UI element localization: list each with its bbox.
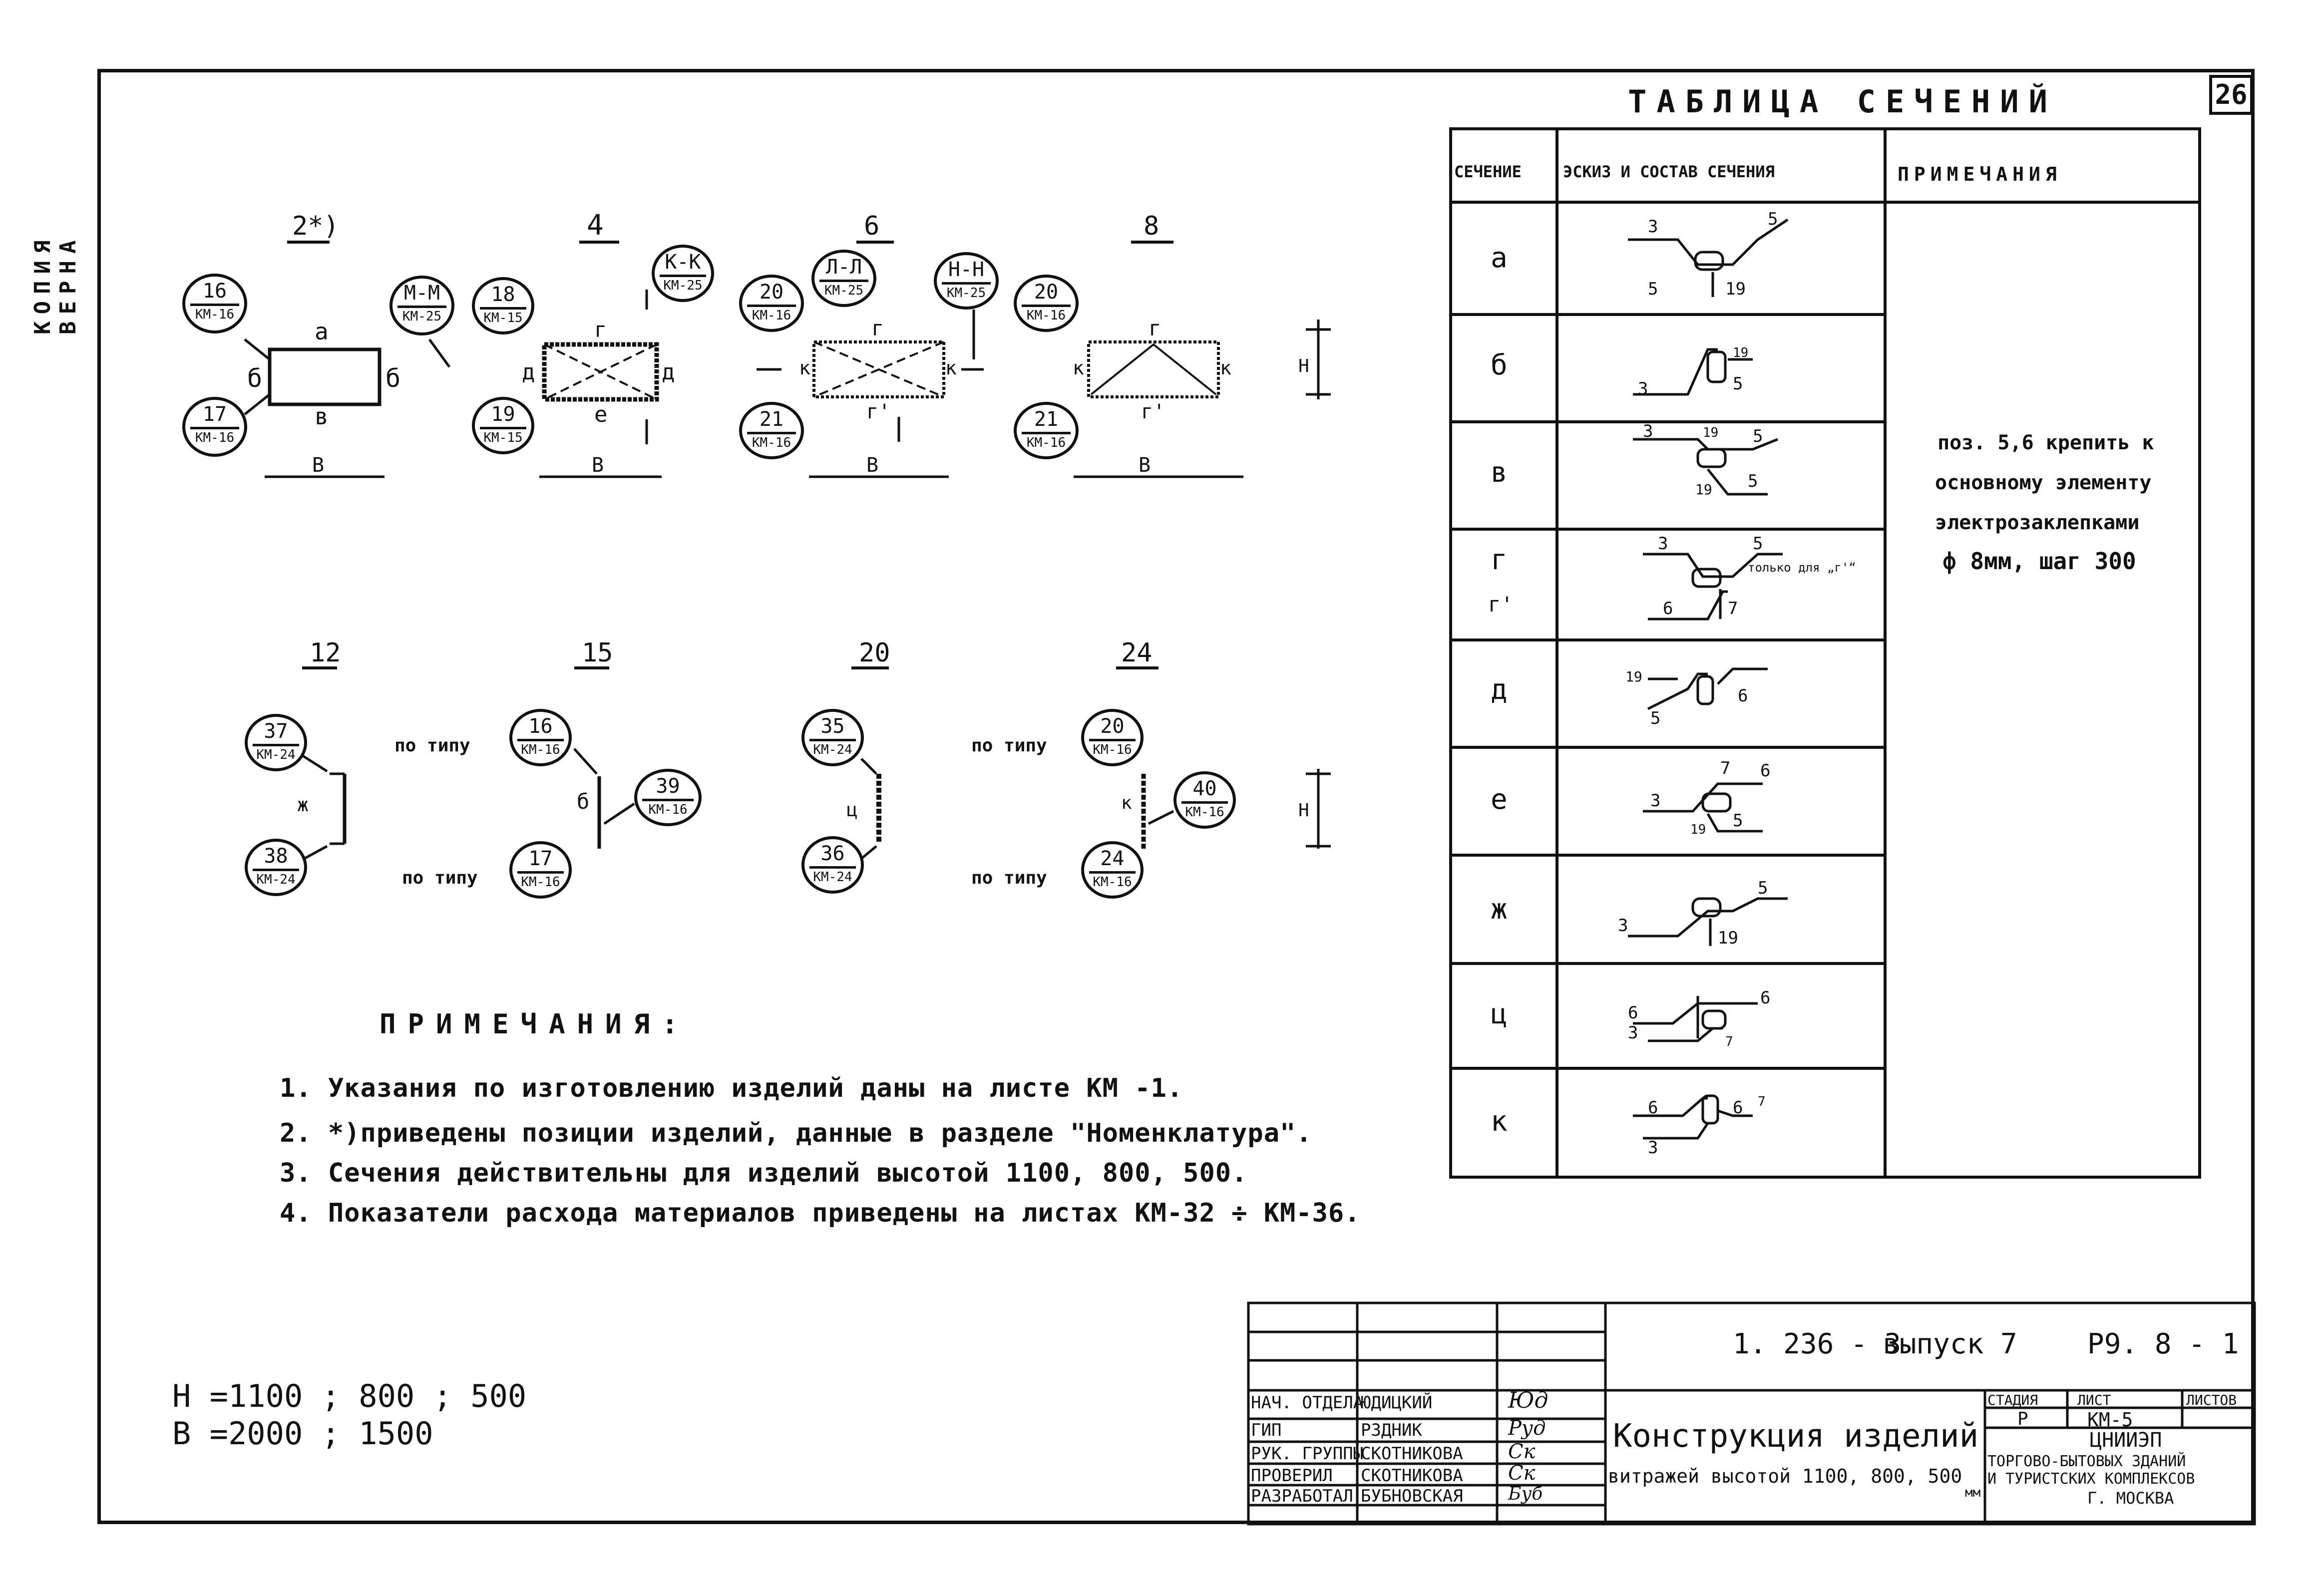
diagram-12-title: 12: [310, 638, 341, 668]
note-1: 1. Указания по изготовлению изделий даны на листе КМ -1.: [280, 1073, 1183, 1103]
sk-v-5a: 5: [1753, 426, 1763, 446]
callout-21b: 21 КМ-16: [1014, 402, 1079, 459]
diagram-8: [1073, 211, 1243, 477]
callout-39: 39 КМ-16: [634, 769, 702, 826]
d6-side-bottom: г': [866, 400, 891, 423]
doc-issue: выпуск 7: [1883, 1328, 2017, 1360]
remark-line-4: ф 8мм, шаг 300: [1942, 548, 2136, 575]
callout-nn: Н-Н КМ-25: [934, 252, 999, 310]
sk-b-19: 19: [1733, 345, 1749, 360]
doc-subtitle: витражей высотой 1100, 800, 500: [1608, 1465, 1962, 1487]
sk-g-6: 6: [1663, 599, 1673, 619]
h-mark-top: Н: [1298, 356, 1309, 376]
callout-16b: 16 КМ-16: [509, 709, 572, 766]
org-line-1: ЦНИИЭП: [2090, 1429, 2162, 1452]
name-0: ЮДИЦКИЙ: [1361, 1393, 1433, 1413]
header-sketch: ЭСКИЗ И СОСТАВ СЕЧЕНИЯ: [1563, 162, 1775, 181]
callout-21a: 21 КМ-16: [739, 402, 804, 459]
callout-17b: 17 КМ-16: [509, 841, 572, 899]
sign-0: Юд: [1508, 1388, 1549, 1413]
d24-type-top: по типу: [971, 735, 1047, 756]
callout-ll: Л-Л КМ-25: [811, 250, 876, 307]
diagram-4: [522, 209, 675, 477]
dimension-b: В =2000 ; 1500: [172, 1415, 433, 1452]
notes-title: ПРИМЕЧАНИЯ:: [380, 1008, 690, 1040]
side-stamp: КОПИЯ ВЕРНА: [30, 233, 81, 334]
d8-side-right: к: [1220, 357, 1231, 379]
diagram-24: [971, 638, 1173, 888]
sk-ts-6b: 6: [1760, 988, 1771, 1008]
remark-line-1: поз. 5,6 крепить к: [1937, 431, 2154, 454]
d15-type-top: по типу: [394, 735, 470, 756]
sk-b-5: 5: [1733, 374, 1743, 394]
sk-e-6: 6: [1760, 761, 1771, 781]
role-1: ГИП: [1251, 1420, 1282, 1440]
sk-g-7: 7: [1728, 599, 1738, 619]
sk-k-6b: 6: [1733, 1098, 1743, 1118]
note-4: 4. Показатели расхода материалов приведены на листах КМ-32 ÷ КМ-36.: [280, 1198, 1361, 1228]
diagram-2-title: 2*): [292, 211, 339, 241]
sk-v-5b: 5: [1748, 471, 1758, 491]
diagram-24-title: 24: [1121, 638, 1153, 668]
sheet-number: 26: [2209, 75, 2253, 115]
sections-table-frame: [1451, 129, 2200, 1177]
section-a: а: [1491, 242, 1508, 274]
callout-20c: 20 КМ-16: [1081, 709, 1144, 766]
sk-zh-3: 3: [1618, 916, 1628, 936]
sk-k-6a: 6: [1648, 1098, 1658, 1118]
note-3: 3. Сечения действительны для изделий высотой 1100, 800, 500.: [280, 1158, 1248, 1188]
sk-v-19b: 19: [1695, 481, 1712, 498]
section-b: б: [1491, 349, 1508, 381]
sk-zh-19: 19: [1718, 928, 1738, 948]
sheets-label: ЛИСТОВ: [2186, 1392, 2237, 1408]
sign-3: Ск: [1508, 1462, 1536, 1485]
sign-1: Руд: [1508, 1417, 1546, 1440]
sk-e-5: 5: [1733, 811, 1743, 831]
diagram-2: [245, 211, 449, 477]
sheet-label: ЛИСТ: [2077, 1392, 2111, 1408]
d20-side: ц: [846, 799, 858, 821]
diagram-15: [394, 638, 634, 888]
org-line-3: И ТУРИСТСКИХ КОМПЛЕКСОВ: [1987, 1470, 2195, 1488]
sk-ts-7: 7: [1725, 1034, 1733, 1049]
sk-a-5b: 5: [1648, 279, 1658, 299]
d2-dim: В: [312, 454, 325, 477]
d8-side-top: г: [1149, 316, 1162, 340]
d2-side-left: б: [247, 364, 263, 393]
d4-side-top: г: [594, 317, 607, 342]
d15-side: б: [577, 789, 590, 814]
dimension-h: Н =1100 ; 800 ; 500: [172, 1378, 527, 1414]
sk-k-7: 7: [1758, 1094, 1766, 1109]
callout-37: 37 КМ-24: [245, 714, 307, 771]
sheet-value: КМ-5: [2087, 1409, 2133, 1431]
remark-line-2: основному элементу: [1935, 471, 2152, 494]
name-3: СКОТНИКОВА: [1361, 1466, 1463, 1486]
d2-side-top: а: [315, 318, 329, 345]
d4-dim: В: [592, 454, 604, 477]
name-4: БУБНОВСКАЯ: [1361, 1486, 1463, 1506]
h-mark-bottom: Н: [1298, 800, 1309, 821]
diagram-15-title: 15: [582, 638, 613, 668]
callout-20b: 20 КМ-16: [1014, 275, 1079, 332]
sk-d-6: 6: [1738, 686, 1748, 706]
section-k: к: [1491, 1105, 1508, 1138]
callout-16: 16 КМ-16: [182, 274, 247, 333]
d2-side-right: б: [386, 364, 401, 393]
org-line-2: ТОРГОВО-БЫТОВЫХ ЗДАНИЙ: [1987, 1453, 2186, 1470]
section-v: в: [1491, 456, 1508, 489]
d4-side-left: д: [522, 359, 535, 385]
section-g: г: [1491, 544, 1508, 576]
org-line-4: Г. МОСКВА: [2087, 1489, 2174, 1508]
sk-e-3: 3: [1650, 791, 1661, 811]
sk-a-5a: 5: [1768, 209, 1778, 229]
stage-label: СТАДИЯ: [1987, 1392, 2038, 1408]
diagram-8-title: 8: [1144, 211, 1160, 241]
d2-side-bottom: в: [315, 403, 329, 430]
role-0: НАЧ. ОТДЕЛА: [1251, 1393, 1364, 1413]
callout-40: 40 КМ-16: [1173, 771, 1236, 829]
diagram-4-title: 4: [587, 209, 604, 242]
callout-36: 36 КМ-24: [801, 836, 864, 894]
d6-side-right: к: [945, 357, 957, 379]
section-zh: ж: [1491, 893, 1508, 926]
callout-35: 35 КМ-24: [801, 709, 864, 766]
callout-19: 19 КМ-15: [472, 397, 534, 454]
sign-2: Ск: [1508, 1440, 1536, 1463]
sk-a-19: 19: [1725, 279, 1746, 299]
role-4: РАЗРАБОТАЛ: [1251, 1486, 1353, 1506]
sk-g-only: только для „г'“: [1748, 561, 1856, 575]
d4-side-bottom: е: [594, 402, 608, 427]
remark-line-3: электрозаклепками: [1935, 511, 2140, 534]
note-2: 2. *)приведены позиции изделий, данные в разделе "Номенклатура".: [280, 1118, 1312, 1148]
name-1: РЗДНИК: [1361, 1420, 1422, 1440]
sk-e-19: 19: [1690, 822, 1706, 837]
sk-v-19a: 19: [1703, 425, 1719, 440]
sk-a-3: 3: [1648, 217, 1658, 237]
sk-ts-6a: 6: [1628, 1003, 1638, 1023]
sk-zh-5: 5: [1758, 878, 1768, 898]
d24-type-bottom: по типу: [971, 868, 1047, 888]
callout-24: 24 КМ-16: [1081, 841, 1144, 899]
section-e: е: [1491, 783, 1508, 816]
d8-side-bottom: г': [1141, 400, 1165, 423]
stage-value: Р: [2017, 1409, 2028, 1429]
section-ts: ц: [1491, 998, 1508, 1030]
d8-side-left: к: [1073, 357, 1084, 379]
header-notes: ПРИМЕЧАНИЯ: [1898, 163, 2062, 185]
sk-k-3: 3: [1648, 1138, 1658, 1158]
d6-side-top: г: [871, 316, 884, 340]
sk-d-5: 5: [1650, 708, 1661, 728]
callout-17: 17 КМ-16: [182, 397, 247, 457]
doc-subtitle-unit: мм: [1965, 1485, 1981, 1500]
d6-side-left: к: [799, 357, 810, 379]
d4-side-right: д: [662, 359, 675, 385]
header-section: СЕЧЕНИЕ: [1454, 162, 1522, 181]
sections-table-title: ТАБЛИЦА СЕЧЕНИЙ: [1628, 83, 2057, 120]
diagram-20-title: 20: [859, 638, 890, 668]
sk-g-3: 3: [1658, 534, 1668, 554]
sk-v-3: 3: [1643, 421, 1653, 441]
d24-side: к: [1121, 793, 1132, 813]
d15-type-bottom: по типу: [402, 868, 478, 888]
d8-dim: В: [1139, 454, 1151, 477]
callout-18: 18 КМ-15: [472, 277, 534, 334]
d12-side: ж: [297, 794, 309, 816]
name-2: СКОТНИКОВА: [1361, 1444, 1463, 1464]
sk-g-5: 5: [1753, 534, 1763, 554]
sk-e-7: 7: [1720, 758, 1731, 778]
section-d: д: [1491, 673, 1508, 706]
callout-20a: 20 КМ-16: [739, 275, 804, 332]
role-2: РУК. ГРУППЫ: [1251, 1444, 1364, 1464]
sk-ts-3: 3: [1628, 1023, 1638, 1043]
doc-code: 1. 236 - 3: [1733, 1328, 1902, 1360]
sk-b-3: 3: [1638, 379, 1648, 399]
sk-d-19: 19: [1625, 668, 1642, 685]
diagram-6-title: 6: [864, 211, 880, 241]
doc-title: Конструкция изделий: [1613, 1418, 1979, 1455]
callout-kk: К-К КМ-25: [652, 245, 714, 302]
callout-mm: М-М КМ-25: [389, 276, 454, 335]
doc-page-ref: Р9. 8 - 1: [2087, 1328, 2239, 1360]
sign-4: Буб: [1508, 1484, 1543, 1504]
d6-dim: В: [866, 454, 879, 477]
role-3: ПРОВЕРИЛ: [1251, 1466, 1333, 1486]
section-g-prime: г': [1488, 592, 1514, 617]
callout-38: 38 КМ-24: [245, 839, 307, 896]
